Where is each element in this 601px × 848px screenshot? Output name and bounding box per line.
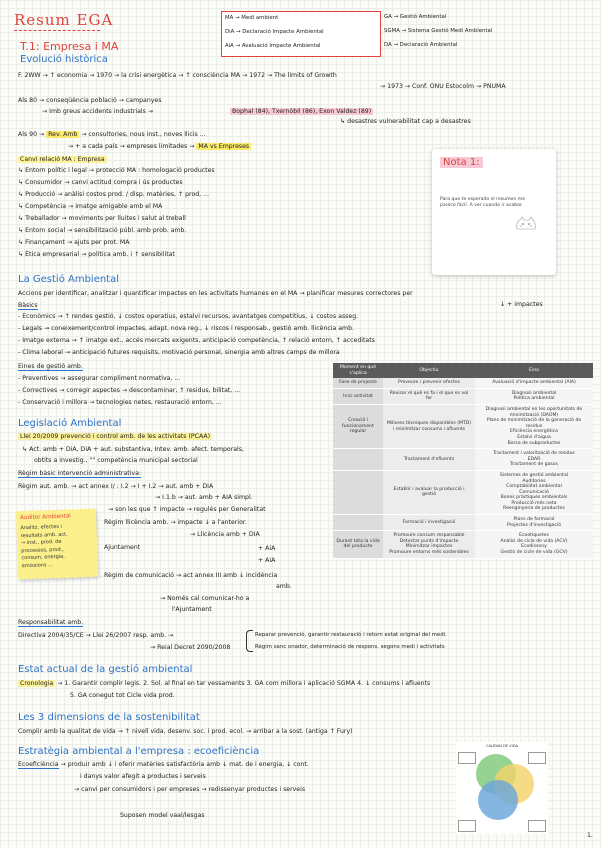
eines-item: - Preventives → assegurar compliment normativa, ... <box>18 375 181 382</box>
canvi-item: ↳ Consumidor → canvi actitud compra i ús productes <box>18 179 183 186</box>
table-header: Eina <box>475 363 593 378</box>
table-cell: Inici activitat <box>333 388 383 404</box>
ecoef-line: Ecoeficiència → produir amb ↓ i oferir matèries satisfactòria amb ↓ mat. de i energia, ↓ cont. <box>18 761 309 768</box>
table-cell: Revisar el què es fa i el que es vol fer <box>383 388 475 404</box>
evolucio-line: → + a cada país → empreses limitades → MA vs Empreses <box>68 143 250 150</box>
regim-label: Règim bàsic intervenció administrativa: <box>18 470 141 477</box>
cronologia-line: Cronologia → 1. Garantir complir legis. 2. Sol. al final en tar vessaments 3. GA com millora i aplicació SGMA 4. ↓ consums i afluents <box>20 680 431 687</box>
section-subtitle: T.1: Empresa i MA <box>20 40 119 53</box>
evolucio-line: → 1973 → Conf. ONU Estocolm → PNUMA <box>380 83 506 90</box>
table-cell: Diagnosi ambiental en les oportunitats de minimització (DAOM) Plans de minimització de la generació de residus Eficiència energètica Estalvi d'aigua Borsa de subproductes <box>475 404 593 448</box>
canvi-heading: Canvi relació MA : Empresa <box>20 156 105 163</box>
regim-line: Règim aut. amb. → act annex I/ : I.2 → I + I.2 → aut. amb + DIA <box>18 483 214 490</box>
ecoef-line: i danys valor afegit a productes i serveis <box>80 773 206 780</box>
gestio-intro: Accions per identificar, analitzar i quantificar impactes en les activitats humanes en el MA → planificar mesures correctores per <box>18 290 413 297</box>
resp-line: Directiva 2004/35/CE → Llei 26/2007 resp. amb. → <box>18 632 174 639</box>
legislacio-heading: Legislació Ambiental <box>18 418 122 429</box>
resp-line: Règim sanc onador, determinació de respons. segons medi i activitats <box>255 644 445 650</box>
evolucio-line: Als 80 → conseqüència població → campanyes <box>18 97 162 104</box>
table-cell: Preveure i prevenir efectes <box>383 378 475 388</box>
legend-item: DA → Declaració Ambiental <box>384 42 458 48</box>
table-cell <box>333 470 383 514</box>
regim-line: → Només cal comunicar-ho a <box>160 595 250 602</box>
table-cell: Avaluació d'impacte ambiental (AIA) <box>475 378 593 388</box>
cronologia-line: 5. GA conegut tot Cicle vida prod. <box>70 692 175 699</box>
regim-line: + AiA <box>258 557 276 564</box>
table-cell: Promoure consum responsable Detectar punts d'impacte Minimitzar impactes Promoure entorns més sostenibles <box>383 531 475 558</box>
gestio-heading: La Gestió Ambiental <box>18 274 120 285</box>
regim-line: amb. <box>276 583 292 590</box>
basics-item: - Imatge externa → ↑ imatge ext., accés mercats exigents, anticipació competència, ↑ relació entorn, ↑ acceditats <box>18 337 375 344</box>
nota-title: Nota 1: <box>440 157 483 168</box>
table-cell: Establir i avaluar la producció i gestió <box>383 470 475 514</box>
table-header: Objectiu <box>383 363 475 378</box>
sustainability-venn <box>456 742 548 834</box>
venn-circle-blue <box>478 780 518 820</box>
canvi-item: ↳ Entorn polític i legal → protecció MA : homologació productes <box>18 167 215 174</box>
table-cell: Fase de projecte <box>333 378 383 388</box>
venn-title: CALIDAD DE VIDA <box>486 744 518 748</box>
cat-doodle-icon <box>514 215 538 233</box>
venn-label-box <box>528 820 546 832</box>
llei-line: Llei 20/2009 prevenció i control amb. de les activitats (PCAA) <box>20 433 211 440</box>
canvi-item: ↳ Producció → anàlisi costos prod. / disp. matèries, ↑ prod, ... <box>18 191 209 198</box>
sticky-text: Analitz. efectes i resultats amb. act. → inst., prod. de processos, prod., consum, energia, emissions ... <box>20 523 68 570</box>
estrategia-heading: Estratègia ambiental a l'empresa : ecoeficiència <box>18 746 260 757</box>
table-row <box>333 449 593 471</box>
dimensions-text: Complir amb la qualitat de vida → ↑ nivell vida, desenv. soc. i prod. ecol. → arribar a la sost. (antiga ↑ Fury) <box>18 728 353 735</box>
regim-line: + AiA <box>258 545 276 552</box>
auditor-sticky-note <box>16 509 98 580</box>
legend-box-right <box>381 11 549 55</box>
evolucio-line: Als 90 → Rev. Amb → consultories, nous inst., noves llicis ... <box>18 131 206 138</box>
table-row <box>333 515 593 531</box>
table-cell: Tractament i valorització de residus EDAR Tractament de gasos <box>475 449 593 471</box>
table-header: Moment en què s'aplica <box>333 363 383 378</box>
table-row <box>333 404 593 448</box>
legend-item: SGMA → Sistema Gestió Medi Ambiental <box>384 28 493 34</box>
eines-item: - Correctives → corregir aspectes → descontaminar, ↑ residus, bilitat, ... <box>18 387 241 394</box>
responsabilitat-heading: Responsabilitat amb. <box>18 619 84 626</box>
basics-item: - Legals → coneixement/control impactes, adapt. nova reg., ↓ riscos i responsab., gestió amb. llicència amb. <box>18 325 354 332</box>
evolucio-heading: Evolució històrica <box>20 54 108 65</box>
evolucio-line: ↳ desastres vulnerabilitat cap a desastres <box>340 118 471 125</box>
table-cell: Plans de formació Projectes d'investigació <box>475 515 593 531</box>
canvi-item: ↳ Competència → imatge amigable amb el MA <box>18 203 163 210</box>
venn-label-box <box>528 752 546 764</box>
page-number: 1. <box>587 832 593 839</box>
legend-item: GA → Gestió Ambiental <box>384 14 447 20</box>
canvi-item: ↳ Entorn social → sensibilització públ. amb prob. amb. <box>18 227 187 234</box>
table-cell <box>333 449 383 471</box>
legis-line: ↳ Act. amb + DiA, DiA + aut. substantiva, Intev. amb. afect. temporals, <box>22 446 244 453</box>
table-row <box>333 378 593 388</box>
table-row <box>333 470 593 514</box>
table-cell: Ecoetiquetes Anàlisi de cicle de vida (ACV) Ecodisseny Gestió de cicle de vida (GCV) <box>475 531 593 558</box>
venn-label-box <box>458 820 476 832</box>
gestio-table <box>333 363 593 559</box>
table-cell: Diagnosi ambiental Política ambiental <box>475 388 593 404</box>
table-cell: Sistemes de gestió ambiental Auditories Comptabilitat ambiental Comunicació Bones pràctiques ambientals Producció més neta Reenginyeria de productes <box>475 470 593 514</box>
eines-label: Eines de gestió amb. <box>18 363 83 370</box>
regim-line: l'Ajuntament <box>172 606 212 613</box>
regim-line: Règim llicència amb. → impacte ↓ a l'anterior. <box>104 519 247 526</box>
ecoef-line: → canvi per consumidors i per empreses → redissenyar productes i serveis <box>74 786 306 793</box>
regim-line: → I.1.b → aut. amb + AIA simpl. <box>155 494 253 501</box>
legend-item: AiA → Avaluació Impacte Ambiental <box>225 43 321 49</box>
nota-card <box>432 149 556 275</box>
evolucio-line: F. 2WW → ↑ economia → 1970 → la crisi energètica → ↑ consciència MA → 1972 → The limits of Growth <box>18 72 337 79</box>
resp-line: → Reial Decret 2090/2008 <box>150 644 231 651</box>
legend-box-left <box>221 11 381 57</box>
canvi-item: ↳ Treballador → moviments per lluites i salut al treball <box>18 215 186 222</box>
table-cell: Tractament d'efluents <box>383 449 475 471</box>
title-underline <box>14 30 100 31</box>
gestio-table-wrap <box>333 363 593 559</box>
table-cell: Millores tècniques disponibles (MTD) i minimitzar consums i afluents <box>383 404 475 448</box>
resp-line: Reparar prevenció, garantir restauració i retorn estat original del medi. <box>255 632 447 638</box>
regim-line: Ajuntament <box>104 544 141 551</box>
nota-text: Para que te esperado el resumen me parece fácil. A ver cuando ir acabar. <box>440 197 526 209</box>
basics-item: - Econòmics → ↑ rendes gestió, ↓ costos operatius, estalvi recursos, avantatges competitius, ↓ costos asseg. <box>18 313 359 320</box>
page-title: Resum EGA <box>14 11 114 29</box>
legend-item: MA → Medi ambient <box>225 15 279 21</box>
canvi-item: ↳ Finançament → ajuts per prot. MA <box>18 239 130 246</box>
sticky-title: Auditor Ambiental <box>19 513 71 522</box>
legend-item: DiA → Declaració Impacte Ambiental <box>225 29 324 35</box>
venn-label-box <box>458 752 476 764</box>
eines-item: - Conservació i millora → tecnologies netes, restauració entorn, ... <box>18 399 222 406</box>
table-cell: Creació i funcionament regular <box>333 404 383 448</box>
table-row <box>333 531 593 558</box>
dimensions-heading: Les 3 dimensions de la sostenibilitat <box>18 712 200 723</box>
regim-line: → son les que ↑ impacte → regulés per Generalitat <box>108 506 266 513</box>
evolucio-accidents: Bophal (84), Txernóbil (86), Exon Valdez (89) <box>232 108 372 115</box>
regim-line: Règim de comunicació → act annex III amb ↓ incidència <box>104 572 278 579</box>
estat-heading: Estat actual de la gestió ambiental <box>18 664 193 675</box>
basics-item: - Clima laboral → anticipació futures requisits, motivació personal, sinergia amb altres camps de millora <box>18 349 340 356</box>
table-cell: Durant tota la vida del producte <box>333 531 383 558</box>
evolucio-line: → Imb greus accidents industrials → <box>42 108 154 115</box>
table-cell: Formació i investigació <box>383 515 475 531</box>
basics-label: Bàsics <box>18 302 38 309</box>
canvi-item: ↳ Ètica empresarial → política amb. i ↑ sensibilitat <box>18 251 175 258</box>
regim-line: → Llicència amb + DIA <box>190 531 260 538</box>
table-row <box>333 388 593 404</box>
legis-line: obtits a investig., "" competència municipal sectorial <box>34 457 198 464</box>
brace <box>246 630 253 652</box>
ecoef-line: Suposen model vaal/lesgas <box>120 812 205 819</box>
gestio-intro: ↓ + impactes <box>500 301 543 308</box>
table-cell <box>333 515 383 531</box>
